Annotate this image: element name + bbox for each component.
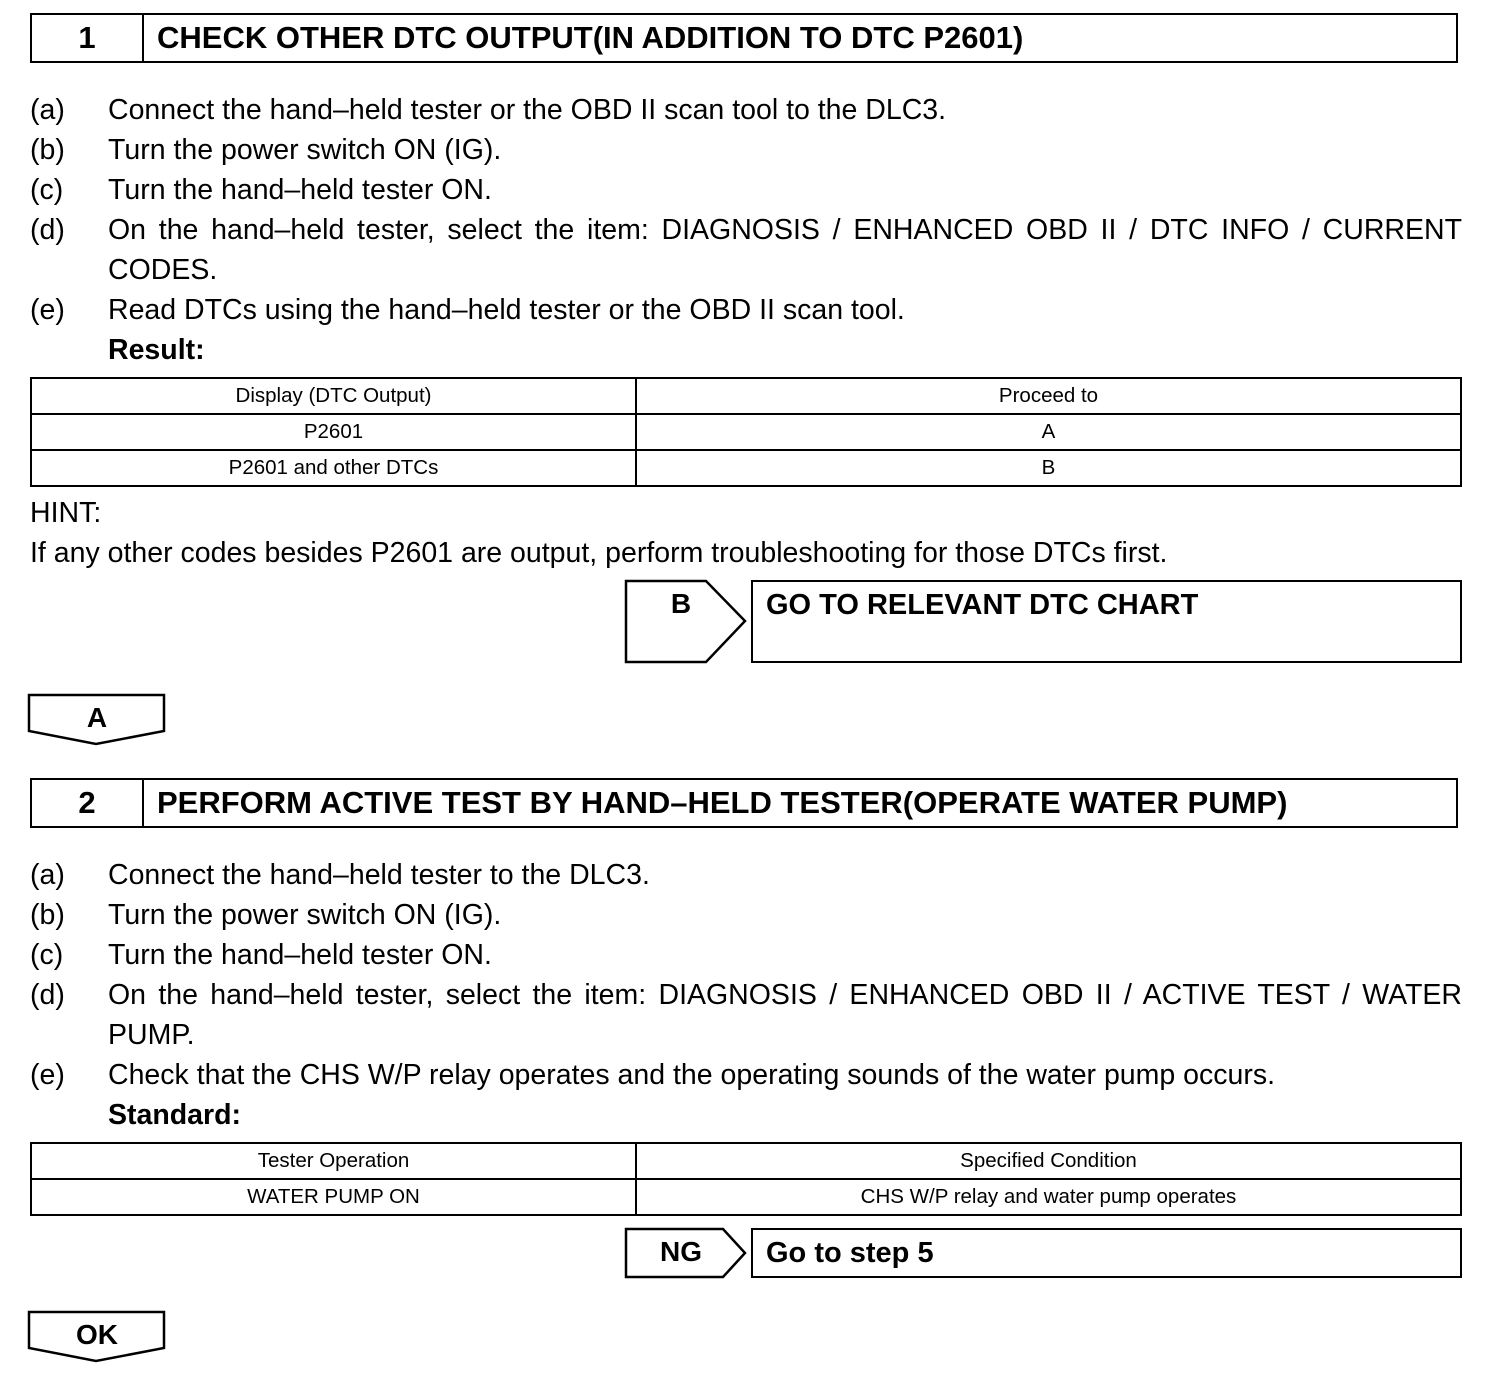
step-1-header	[30, 13, 1458, 63]
procedure-letter: (d)	[30, 979, 65, 1011]
procedure-item	[30, 935, 1462, 975]
procedure-letter: (e)	[30, 1059, 65, 1091]
branch-ng-label: NG	[660, 1236, 702, 1267]
procedure-item	[30, 210, 1462, 290]
procedure-letter: (b)	[30, 134, 65, 166]
table-cell: P2601	[31, 414, 636, 450]
step-1-procedure-list	[30, 90, 1462, 370]
step-1-result-table	[30, 377, 1462, 487]
step-2-procedure-list	[30, 855, 1462, 1135]
procedure-text: Turn the power switch ON (IG).	[108, 134, 502, 166]
hint-text: If any other codes besides P2601 are output, perform troubleshooting for those DTCs first.	[30, 537, 1168, 569]
branch-b-destination: GO TO RELEVANT DTC CHART	[751, 580, 1462, 663]
procedure-item	[30, 90, 1462, 130]
procedure-letter: (a)	[30, 859, 65, 891]
step-1-number: 1	[32, 15, 144, 61]
procedure-letter: (b)	[30, 899, 65, 931]
continue-ok-label: OK	[76, 1319, 118, 1350]
step-1-title: CHECK OTHER DTC OUTPUT(IN ADDITION TO DTC P2601)	[157, 20, 1024, 55]
procedure-letter: (e)	[30, 294, 65, 326]
table-row	[31, 414, 1461, 450]
table-row	[31, 1179, 1461, 1215]
procedure-text: On the hand–held tester, select the item: DIAGNOSIS / ENHANCED OBD II / DTC INFO / CURRENT CODES.	[108, 214, 1462, 286]
procedure-text: Turn the hand–held tester ON.	[108, 174, 492, 206]
procedure-item	[30, 1055, 1462, 1095]
table-row	[31, 450, 1461, 486]
procedure-text: Turn the power switch ON (IG).	[108, 899, 502, 931]
procedure-letter: (d)	[30, 214, 65, 246]
table-cell: WATER PUMP ON	[31, 1179, 636, 1215]
procedure-text: Connect the hand–held tester to the DLC3.	[108, 859, 650, 891]
procedure-letter: (a)	[30, 94, 65, 126]
procedure-letter: (c)	[30, 174, 64, 206]
table-cell: P2601 and other DTCs	[31, 450, 636, 486]
procedure-item	[30, 855, 1462, 895]
branch-ng-destination: Go to step 5	[751, 1228, 1462, 1278]
procedure-item	[30, 130, 1462, 170]
step-2-title: PERFORM ACTIVE TEST BY HAND–HELD TESTER(OPERATE WATER PUMP)	[157, 785, 1288, 820]
procedure-text: Read DTCs using the hand–held tester or the OBD II scan tool.	[108, 294, 905, 326]
branch-b-label: B	[670, 588, 692, 619]
table-header-cell: Proceed to	[636, 378, 1461, 414]
procedure-text: On the hand–held tester, select the item: DIAGNOSIS / ENHANCED OBD II / ACTIVE TEST / WATER PUMP.	[108, 979, 1462, 1051]
procedure-item	[30, 895, 1462, 935]
procedure-text: Check that the CHS W/P relay operates and the operating sounds of the water pump occurs.	[108, 1059, 1276, 1091]
table-cell: CHS W/P relay and water pump operates	[636, 1179, 1461, 1215]
procedure-item	[30, 170, 1462, 210]
table-header-row	[31, 378, 1461, 414]
table-header-cell: Tester Operation	[31, 1143, 636, 1179]
table-header-row	[31, 1143, 1461, 1179]
step-2-standard-table	[30, 1142, 1462, 1216]
table-cell: B	[636, 450, 1461, 486]
procedure-text: Turn the hand–held tester ON.	[108, 939, 492, 971]
standard-label: Standard:	[108, 1099, 242, 1131]
procedure-item	[30, 975, 1462, 1055]
procedure-letter: (c)	[30, 939, 64, 971]
step-2-header	[30, 778, 1458, 828]
table-header-cell: Specified Condition	[636, 1143, 1461, 1179]
hint-label: HINT:	[30, 497, 102, 529]
procedure-text: Connect the hand–held tester or the OBD II scan tool to the DLC3.	[108, 94, 947, 126]
continue-a-label: A	[86, 702, 108, 733]
procedure-item	[30, 290, 1462, 330]
result-label: Result:	[108, 334, 205, 366]
hint-block	[30, 493, 1167, 573]
table-header-cell: Display (DTC Output)	[31, 378, 636, 414]
step-2-number: 2	[32, 780, 144, 826]
table-cell: A	[636, 414, 1461, 450]
